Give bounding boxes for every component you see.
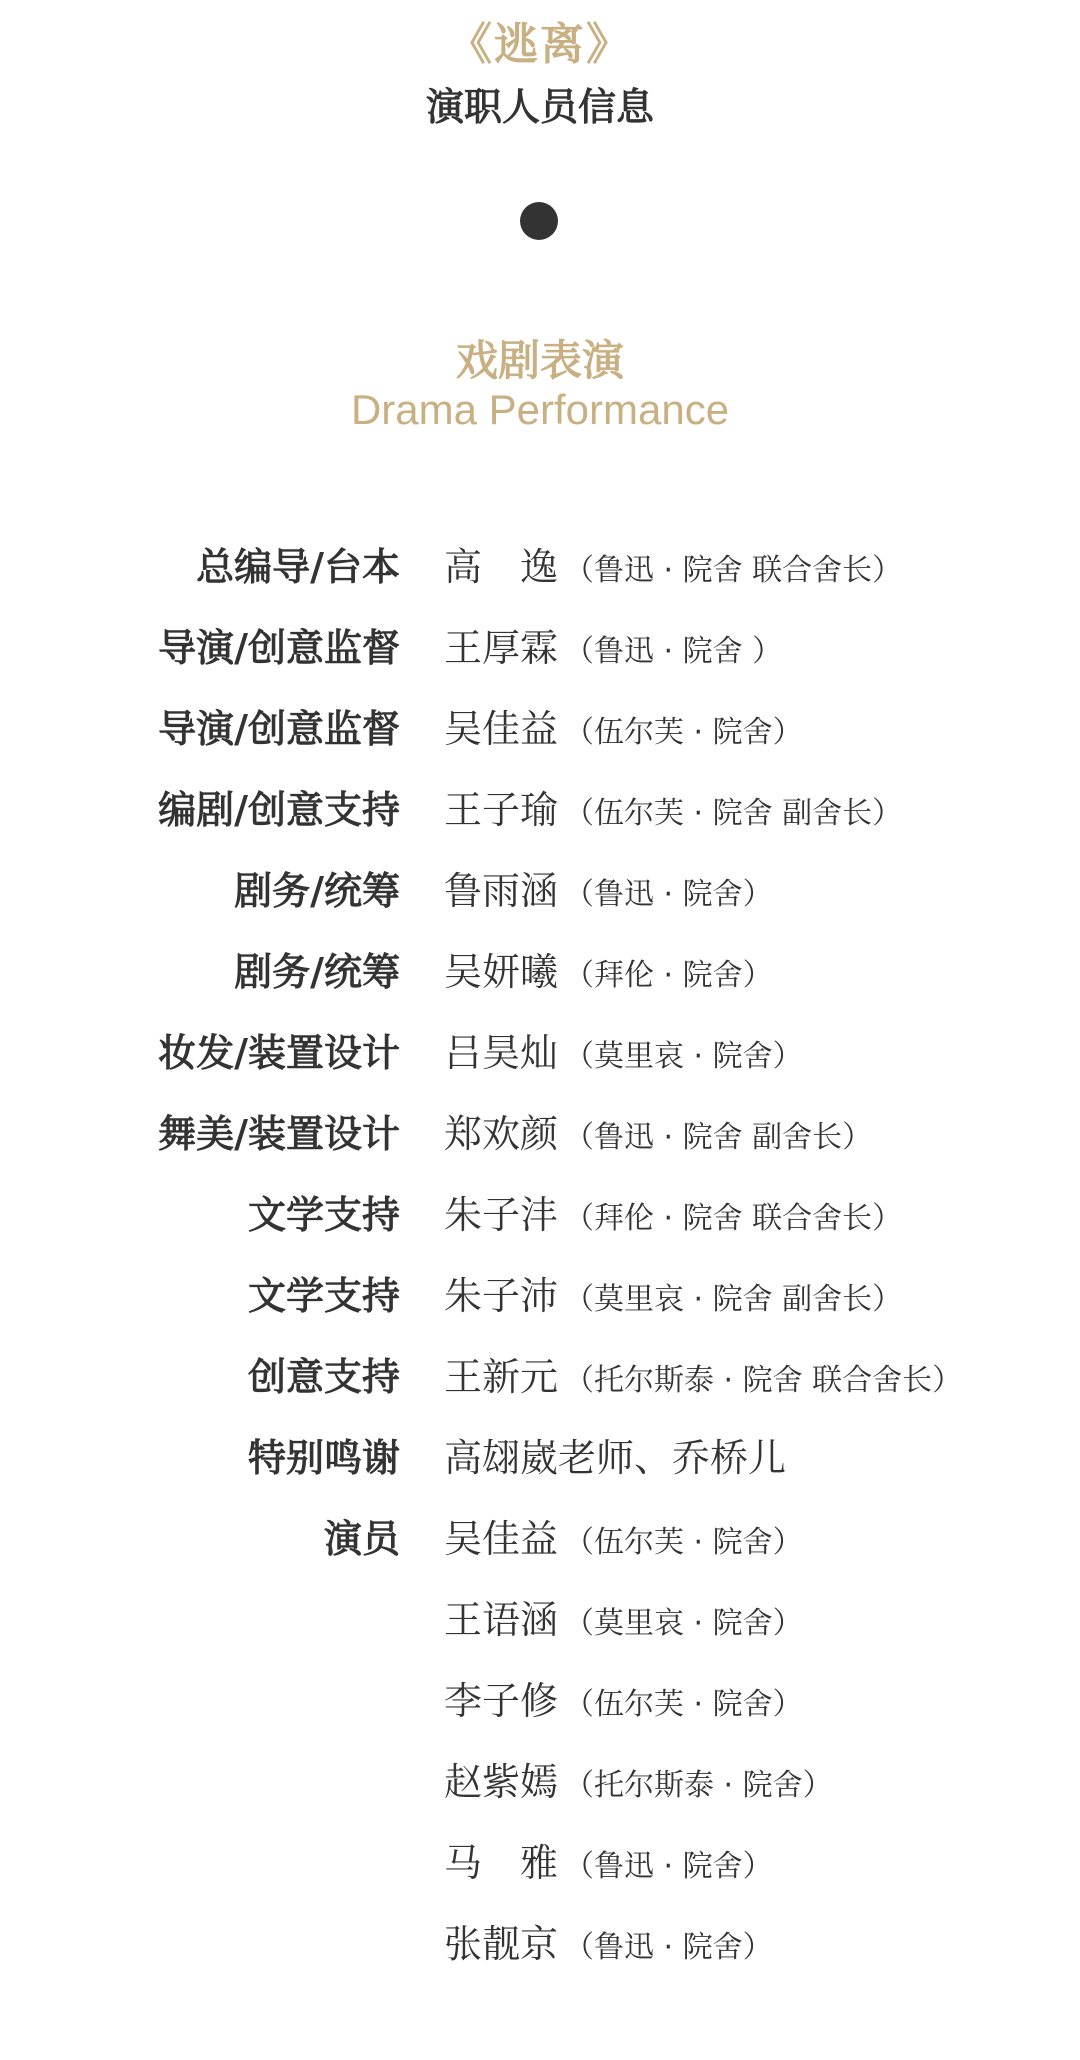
credit-name: 吕昊灿 [444, 1031, 559, 1075]
credit-note: （鲁迅 · 院舍 联合舍长） [564, 553, 903, 588]
credits-list [0, 536, 1080, 1994]
credit-name: 朱子沣 [444, 1193, 559, 1237]
section-title-en: Drama Performance [350, 386, 730, 433]
credit-row [0, 1832, 1080, 1913]
credit-row [0, 1265, 1080, 1346]
credit-row [0, 1103, 1080, 1184]
credit-role: 妆发/装置设计 [158, 1031, 400, 1075]
credit-person [444, 860, 773, 915]
credit-row [0, 1022, 1080, 1103]
credit-row [0, 698, 1080, 779]
credit-role: 舞美/装置设计 [158, 1112, 400, 1156]
credit-note: （鲁迅 · 院舍） [564, 877, 773, 912]
credit-role: 剧务/统筹 [234, 869, 400, 913]
credit-name: 王新元 [444, 1355, 559, 1399]
credit-note: （鲁迅 · 院舍） [564, 1849, 773, 1884]
credit-note: （鲁迅 · 院舍） [564, 1930, 773, 1965]
credit-person [444, 1508, 803, 1563]
credit-name: 朱子沛 [444, 1274, 559, 1318]
credit-note: （拜伦 · 院舍） [564, 958, 773, 993]
credit-role: 特别鸣谢 [247, 1436, 400, 1480]
credit-person [444, 941, 773, 996]
credit-note: （伍尔芙 · 院舍 副舍长） [564, 796, 903, 831]
credit-name: 吴佳益 [444, 1517, 559, 1561]
credit-name: 鲁雨涵 [444, 869, 559, 913]
credit-person [444, 1103, 872, 1158]
credit-person [444, 1184, 902, 1239]
credit-name: 高翃崴老师、乔桥儿 [444, 1436, 787, 1480]
credit-person [444, 1427, 792, 1482]
play-title: 《逃离》 [448, 19, 632, 70]
credit-person [444, 1589, 803, 1644]
credit-role: 剧务/统筹 [234, 950, 400, 994]
credit-role: 文学支持 [247, 1274, 400, 1318]
credit-person [444, 617, 782, 672]
credit-name: 马 雅 [444, 1841, 559, 1885]
credit-role: 总编导/台本 [196, 545, 400, 589]
credit-note: （拜伦 · 院舍 联合舍长） [564, 1201, 903, 1236]
credit-note: （伍尔芙 · 院舍） [564, 1687, 803, 1722]
credit-name: 王厚霖 [444, 626, 559, 670]
credit-role: 导演/创意监督 [158, 707, 400, 751]
play-subtitle: 演职人员信息 [425, 85, 654, 129]
credit-person [444, 779, 902, 834]
credit-row [0, 1913, 1080, 1994]
credit-person [444, 536, 902, 591]
credit-row [0, 779, 1080, 860]
credit-note: （莫里哀 · 院舍） [564, 1606, 803, 1641]
credit-row [0, 1427, 1080, 1508]
credit-role: 创意支持 [247, 1355, 400, 1399]
credit-note: （托尔斯泰 · 院舍） [564, 1768, 833, 1803]
credit-role: 导演/创意监督 [158, 626, 400, 670]
credit-name: 王子瑜 [444, 788, 559, 832]
credit-row [0, 1508, 1080, 1589]
credit-name: 张靓京 [444, 1922, 559, 1966]
credit-person [444, 1751, 833, 1806]
credit-name: 吴佳益 [444, 707, 559, 751]
credit-role: 文学支持 [247, 1193, 400, 1237]
credit-role: 演员 [323, 1517, 400, 1561]
credit-row [0, 1589, 1080, 1670]
credit-note: （托尔斯泰 · 院舍 联合舍长） [564, 1363, 963, 1398]
credit-name: 李子修 [444, 1679, 559, 1723]
credit-person [444, 1832, 773, 1887]
credit-row [0, 860, 1080, 941]
divider-dot [520, 202, 558, 240]
credit-name: 吴妍曦 [444, 950, 559, 994]
credit-person [444, 1346, 962, 1401]
credit-row [0, 1751, 1080, 1832]
section-title-cn: 戏剧表演 [455, 336, 624, 385]
credit-row [0, 617, 1080, 698]
credit-note: （鲁迅 · 院舍 ） [564, 634, 783, 669]
credit-note: （鲁迅 · 院舍 副舍长） [564, 1120, 873, 1155]
credit-person [444, 1022, 803, 1077]
credit-note: （伍尔芙 · 院舍） [564, 715, 803, 750]
credit-name: 高 逸 [444, 545, 559, 589]
credit-name: 郑欢颜 [444, 1112, 559, 1156]
credit-row [0, 941, 1080, 1022]
credit-note: （莫里哀 · 院舍） [564, 1039, 803, 1074]
credit-person [444, 698, 803, 753]
credit-role: 编剧/创意支持 [158, 788, 400, 832]
credit-row [0, 1670, 1080, 1751]
credit-note: （伍尔芙 · 院舍） [564, 1525, 803, 1560]
credit-row [0, 536, 1080, 617]
credit-note: （莫里哀 · 院舍 副舍长） [564, 1282, 903, 1317]
credit-name: 赵紫嫣 [444, 1760, 559, 1804]
credit-row [0, 1184, 1080, 1265]
credit-person [444, 1913, 773, 1968]
credit-person [444, 1265, 902, 1320]
credit-person [444, 1670, 803, 1725]
credit-name: 王语涵 [444, 1598, 559, 1642]
credit-row [0, 1346, 1080, 1427]
